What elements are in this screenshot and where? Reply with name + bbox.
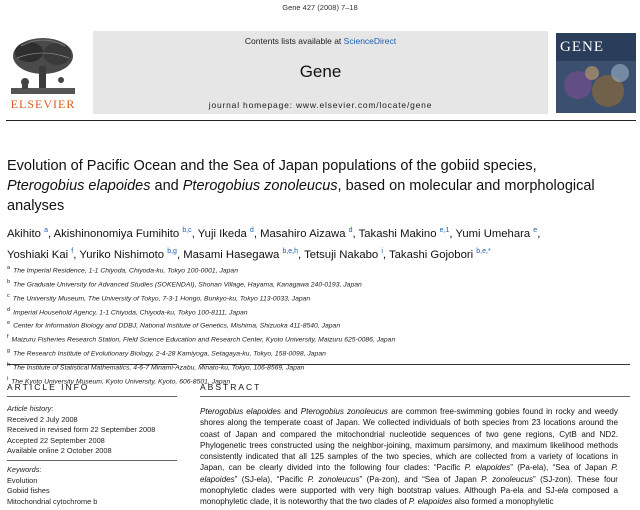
author: Masami Hasegawa [183, 248, 280, 261]
contents-prefix: Contents lists available at [244, 36, 344, 46]
author: Yuriko Nishimoto [79, 248, 165, 261]
affiliation-item: $^e$ Center for Information Biology and DDBJ, National Institute of Genetics, Mishima, Shizuoka 411-8540, Japan [7, 320, 341, 330]
history-heading: Article history: [7, 404, 54, 413]
affiliation-item: $^c$ The University Museum, The University of Tokyo, 7-3-1 Hongo, Bunkyo-ku, Tokyo 113-0033, Japan [7, 292, 311, 302]
affiliation-item: $^i$ The Kyoto University Museum, Kyoto University, Kyoto, 606-8501, Japan [7, 375, 231, 386]
title-species-1: Pterogobius elapoides [7, 178, 151, 194]
author-affiliation-ref[interactable]: a [44, 227, 48, 234]
abstract-subrule [200, 396, 630, 397]
history-item: Available online 2 October 2008 [7, 446, 112, 456]
keywords-block [7, 465, 177, 507]
author-list: Akihito $^a$, Akishinonomiya Fumihito $^{b,c}$, Yuji Ikeda $^d$, Masahiro Aizawa $^d$, Takashi Makino $^{e,1}$, Yumi Umehara $^e$, Yoshiaki Kai $^f$, Yuriko Nishimoto $^{b,g}$, Masami Hasegawa $^{b,e,h}$, Tetsuji Nakabo $^i$, Takashi Gojobori $^{b,e,*}$ [7, 227, 541, 261]
author-affiliation-ref[interactable]: e,1 [439, 227, 450, 234]
sciencedirect-link[interactable]: ScienceDirect [343, 36, 397, 46]
history-item: Received 2 July 2008 [7, 414, 78, 424]
abstract-rule [200, 364, 630, 365]
author-affiliation-ref[interactable]: b,e,* [476, 247, 491, 255]
affiliation-list [7, 263, 632, 388]
author-affiliation-ref[interactable]: b,g [167, 247, 177, 255]
author-affiliation-ref[interactable]: b,e,h [282, 247, 299, 255]
affiliation-item: $^g$ The Research Institute of Evolutionary Biology, 2-4-28 Kamiyoga, Setagaya-ku, Tokyo, 158-0098, Japan [7, 348, 326, 358]
author-affiliation-ref[interactable]: i [381, 247, 383, 255]
author: Takashi Gojobori [388, 248, 474, 261]
keyword-item: Gobiid fishes [7, 486, 50, 496]
journal-name: Gene [299, 62, 342, 81]
history-item: Accepted 22 September 2008 [7, 435, 105, 445]
author-affiliation-ref[interactable]: d [348, 227, 353, 234]
author: Akihito [7, 227, 41, 240]
keywords-heading: Keywords: [7, 465, 42, 474]
author-affiliation-ref[interactable]: d [249, 227, 254, 234]
contents-line [93, 36, 548, 46]
header-rule [6, 120, 636, 121]
journal-homepage[interactable]: journal homepage: www.elsevier.com/locate/gene [208, 100, 433, 110]
affiliation-item: $^b$ The Graduate University for Advanced Studies (SOKENDAI), Shonan Village, Hayama, Kanagawa 240-0193, Japan [7, 278, 362, 289]
keywords-rule [7, 460, 177, 461]
keyword-item: Evolution [7, 475, 38, 485]
affiliation-item: $^h$ The Institute of Statistical Mathematics, 4-6-7 Minami-Azabu, Minato-ku, Tokyo, 106-8569, Japan [7, 362, 305, 372]
article-title: Evolution of Pacific Ocean and the Sea of Japan populations of the gobiid species, Pterogobius elapoides and Pterogobius zonoleucus, based on molecular and morphological analyses [7, 158, 595, 214]
abstract-heading: ABSTRACT [200, 382, 262, 392]
author: Yoshiaki Kai [7, 248, 69, 261]
author: Takashi Makino [358, 227, 437, 240]
affiliation-item: $^a$ The Imperial Residence, 1-1 Chiyoda, Chiyoda-ku, Tokyo 100-0001, Japan [7, 265, 238, 275]
author: Yumi Umehara [455, 227, 531, 240]
author-affiliation-ref[interactable]: f [71, 247, 74, 255]
abstract-text: Pterogobius elapoides and Pterogobius zonoleucus are common free-swimming gobies found in rocky and weedy shores along the temperate coast of Japan. We collected individuals of both species from 23 locations around the coast of Japan and compared the mitochondrial nucleotide sequences of two gene regions, CytB and ND2. Phylogenetic trees constructed using the neighbor-joining, maximum parsimony, and maximum likelihood methods consistently indicated that all 125 samples of the two species, which are collected from a variety of locations in Japan, can be clearly divided into the following four clades: “Pacific P. elapoides” (Pa-ela), “Sea of Japan P. elapoides” (SJ-ela), “Pacific P. zonoleucus” (Pa-zon), and “Sea of Japan P. zonoleucus” (SJ-zon). These four monophyletic clades were supported with very high bootstrap values. Although Pa-ela and SJ-ela composed a monophyletic clade, it is noteworthy that the two clades of P. elapoides also formed a monophyletic [200, 407, 618, 507]
cover-title: GENE [560, 39, 604, 55]
author: Tetsuji Nakabo [304, 248, 379, 261]
history-item: Received in revised form 22 September 2008 [7, 425, 156, 435]
author: Akishinonomiya Fumihito [53, 227, 180, 240]
journal-cover-image [556, 33, 636, 113]
article-info-subrule [7, 396, 177, 397]
author-affiliation-ref[interactable]: e [533, 227, 538, 234]
journal-citation: Gene 427 (2008) 7–18 [282, 3, 358, 12]
article-info-rule [7, 364, 177, 365]
publisher-logo-text: ELSEVIER [10, 97, 76, 111]
article-info-heading: ARTICLE INFO [7, 382, 90, 392]
title-species-2: Pterogobius zonoleucus [182, 178, 338, 194]
affiliation-item: $^d$ Imperial Household Agency, 1-1 Chiyoda, Chiyoda-ku, Tokyo 100-8111, Japan [7, 306, 248, 316]
keyword-item: Mitochondrial cytochrome b [7, 496, 98, 506]
author: Yuji Ikeda [197, 227, 247, 240]
article-history [7, 404, 177, 457]
affiliation-item: $^f$ Maizuru Fisheries Research Station, Field Science Education and Research Center, Kyoto University, Maizuru 625-0086, Japan [7, 334, 396, 344]
author-affiliation-ref[interactable]: b,c [182, 227, 192, 234]
author: Masahiro Aizawa [260, 227, 346, 240]
